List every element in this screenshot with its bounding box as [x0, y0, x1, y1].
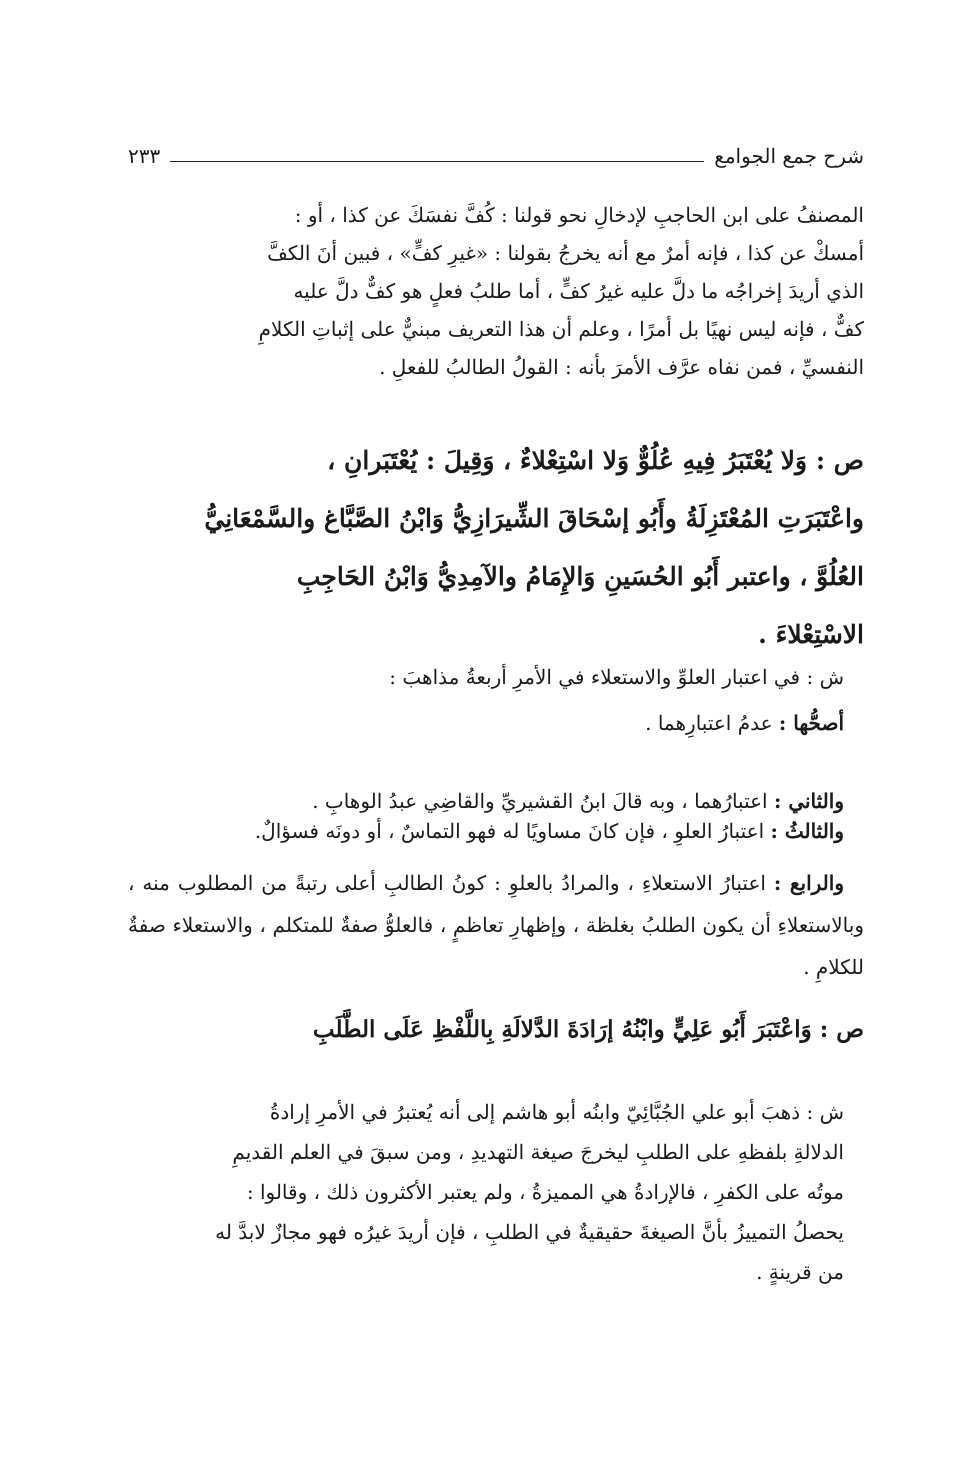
running-title: شرح جمع الجوامع	[714, 144, 864, 168]
matn-paragraph-2: ص : وَاعْتَبَرَ أَبُو عَلِيٍّ وابْنُهُ إرَادَةَ الدَّلالَةِ بِاللَّفْظِ عَلَى الطَّلَبِ	[312, 1016, 864, 1043]
text-line: الدلالةِ بلفظهِ على الطلبِ ليخرجَ صيغة التهديدِ ، ومن سبقَ في العلم القديمِ	[232, 1140, 844, 1164]
opinion-label: والرابع :	[773, 871, 844, 895]
text-line: كفٌّ ، فإنه ليس نهيًا بل أمرًا ، وعلم أن هذا التعريف مبنيٌّ على إثباتِ الكلامِ	[258, 317, 864, 341]
text-line: المصنفُ على ابن الحاجبِ لإدخالِ نحو قولنا : كُفَّ نفسَكَ عن كذا ، أو :	[294, 203, 864, 227]
text-line: أمسكْ عن كذا ، فإنه أمرٌ مع أنه يخرجُ بقولنا : «غيرِ كفٍّ» ، فبين أنَ الكفَّ	[267, 241, 864, 265]
opinion-text: اعتبارُهما ، وبه قالَ ابنُ القشيريِّ والقاضِي عبدُ الوهابِ .	[312, 789, 774, 813]
matn-line: العُلُوَّ ، واعتبر أَبُو الحُسَينِ وَالإِمَامُ والآمِدِيُّ وَابْنُ الحَاجِبِ	[296, 562, 864, 591]
text-line: النفسيِّ ، فمن نفاه عرَّف الأمرَ بأنه : القولُ الطالبُ للفعلِ .	[379, 355, 864, 379]
opinion-label: أصحُّها :	[778, 711, 844, 735]
sharh-2-paragraph	[128, 1092, 864, 1292]
matn-line: واعْتَبَرَتِ المُعْتَزِلَةُ وأَبُو إسْحَاقَ الشِّيرَازِيُّ وَابْنُ الصَّبَّاغ والسَّمْعَانِيُّ	[204, 504, 864, 533]
opinion-text: اعتبارُ الاستعلاءِ ، والمرادُ بالعلوِ : كونُ الطالبِ أعلى رتبةً من المطلوب منه ، وبالاستعلاءِ أن يكون الطلبُ بغلظة ، وإظهارِ تعاظمٍ ، فالعلوُّ صفةٌ للمتكلم ، والاستعلاء صفةٌ للكلامِ .	[128, 871, 864, 979]
header-rule	[170, 161, 704, 162]
opinion-label: والثاني :	[773, 789, 844, 813]
intro-paragraph	[128, 196, 864, 386]
text-line: من قرينةٍ .	[756, 1260, 844, 1284]
page-number: ٢٣٣	[128, 144, 161, 168]
matn-line: الاسْتِعْلاءَ .	[758, 620, 864, 649]
text-line: الذي أريدَ إخراجُه ما دلَّ عليه غيرُ كفٍّ ، أما طلبُ فعلٍ هو كفٌّ دلَّ عليه	[293, 279, 864, 303]
opinion-item	[128, 784, 844, 818]
text-line: موتُه على الكفرِ ، فالإرادةُ هي المميزةُ ، ولم يعتبر الأكثرون ذلك ، وقالوا :	[246, 1180, 844, 1204]
opinion-item	[128, 862, 864, 988]
book-page	[128, 0, 864, 1474]
opinion-text: اعتبارُ العلوِ ، فإن كانَ مساويًا له فهو التماسٌ ، أو دونَه فسؤالٌ.	[254, 819, 771, 843]
sharh-1-lead: ش : في اعتبار العلوِّ والاستعلاء في الأمرِ أربعةُ مذاهبَ :	[389, 665, 844, 689]
opinion-label: والثالثُ :	[770, 819, 844, 843]
page-header	[128, 128, 864, 168]
text-line: ش : ذهبَ أبو علي الجُبَّائِيّ وابنُه أبو هاشم إلى أنه يُعتبرُ في الأمرِ إرادةُ	[269, 1100, 844, 1124]
text-line: يحصلُ التمييزُ بأنَّ الصيغةَ حقيقيةٌ في الطلبِ ، فإن أريدَ غيرُه فهو مجازٌ لابدَّ له	[215, 1220, 844, 1244]
opinion-text: عدمُ اعتبارِهما .	[645, 711, 779, 735]
opinion-item	[128, 706, 844, 740]
opinion-item	[128, 814, 844, 848]
matn-line: ص : وَلا يُعْتَبَرُ فِيهِ عُلُوٌّ وَلا اسْتِعْلاءٌ ، وَقِيلَ : يُعْتَبَرانِ ،	[327, 446, 864, 475]
matn-paragraph-1	[128, 432, 864, 664]
